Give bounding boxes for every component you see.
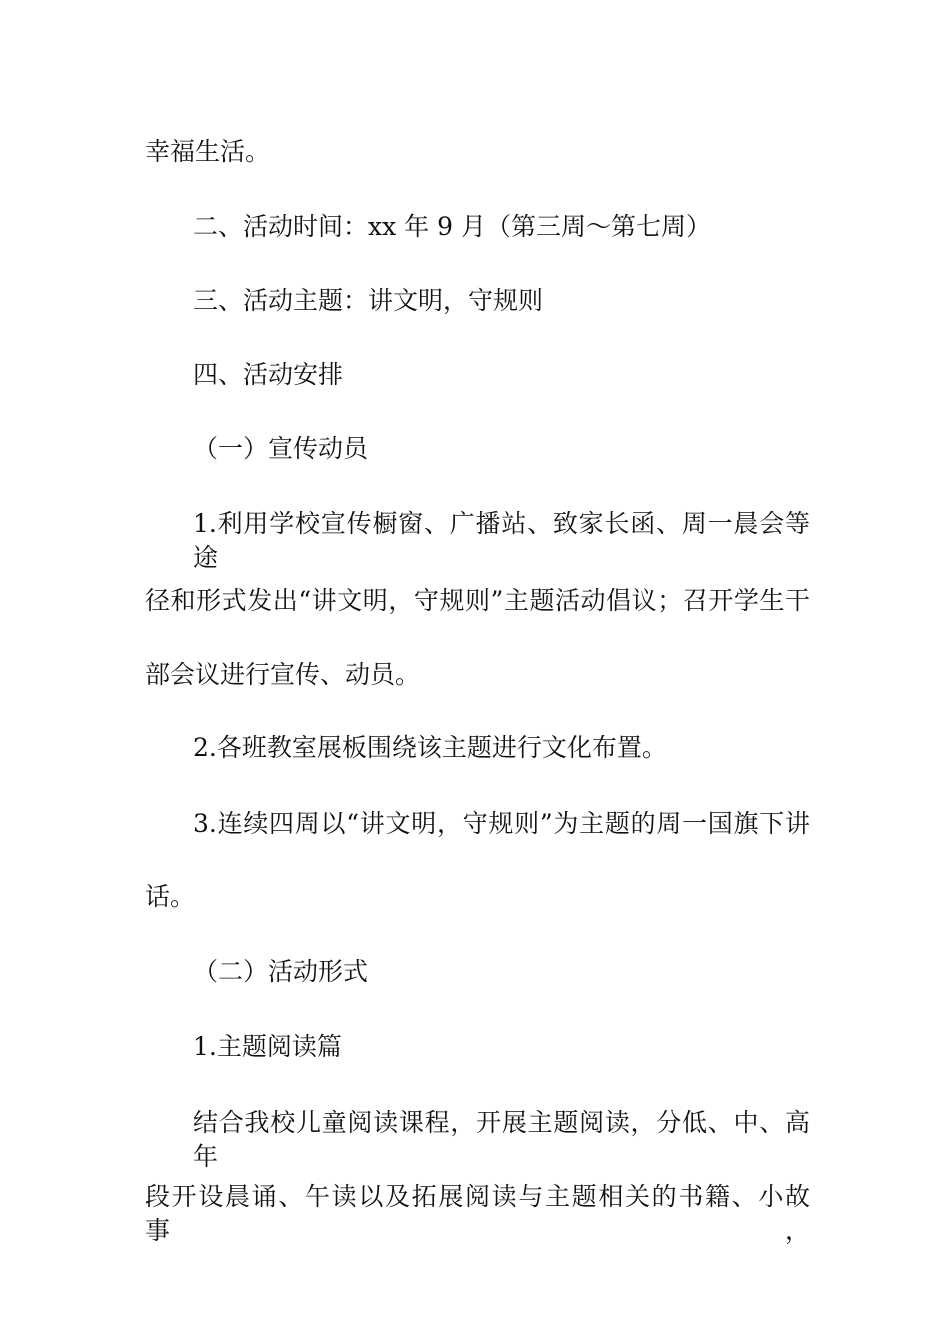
section-heading-arrangement: 四、活动安排 bbox=[193, 360, 344, 389]
paragraph-line: 结合我校儿童阅读课程，开展主题阅读，分低、中、高年 bbox=[193, 1108, 810, 1171]
paragraph-line: 话。 bbox=[145, 882, 196, 911]
paragraph-line: 2.各班教室展板围绕该主题进行文化布置。 bbox=[193, 733, 667, 762]
paragraph-line: 段开设晨诵、午读以及拓展阅读与主题相关的书籍、小故事， bbox=[145, 1182, 810, 1245]
subsection-heading-publicity: （一）宣传动员 bbox=[193, 434, 369, 463]
section-heading-time: 二、活动时间：xx 年 9 月（第三周～第七周） bbox=[193, 212, 711, 241]
paragraph-line: 3.连续四周以“讲文明，守规则”为主题的周一国旗下讲 bbox=[193, 809, 810, 838]
section-heading-theme: 三、活动主题：讲文明，守规则 bbox=[193, 286, 544, 315]
paragraph-line: 1.利用学校宣传橱窗、广播站、致家长函、周一晨会等途 bbox=[193, 509, 810, 572]
paragraph-line: 部会议进行宣传、动员。 bbox=[145, 660, 421, 689]
item-heading-reading: 1.主题阅读篇 bbox=[193, 1032, 342, 1061]
paragraph-line: 幸福生活。 bbox=[145, 137, 271, 166]
subsection-heading-forms: （二）活动形式 bbox=[193, 957, 369, 986]
paragraph-line: 径和形式发出“讲文明，守规则”主题活动倡议；召开学生干 bbox=[145, 586, 810, 615]
